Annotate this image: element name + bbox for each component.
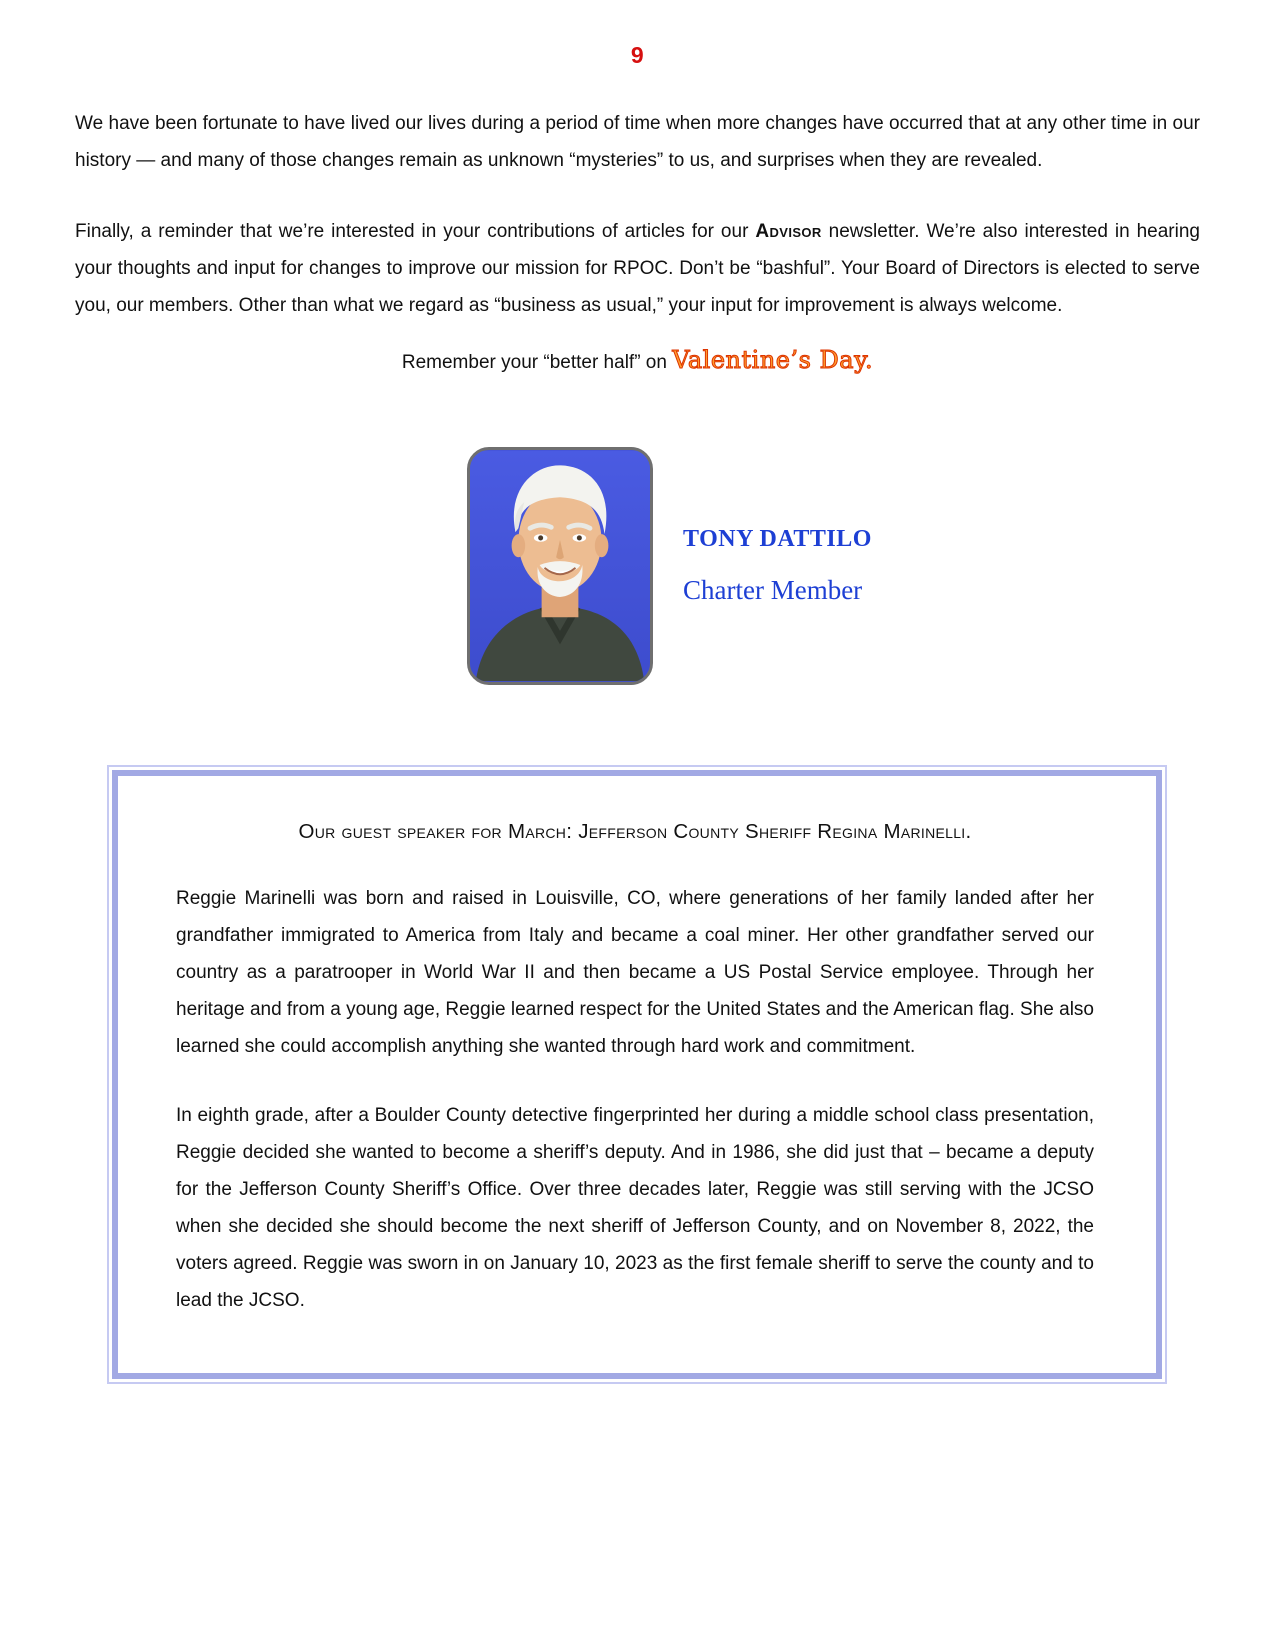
- speaker-bio-paragraph-1: Reggie Marinelli was born and raised in Louisville, CO, where generations of her family landed after her grandfather immigrated to America from Italy and became a coal miner. Her other grandfather served our country as a paratrooper in World War II and then became a US Postal Service employee. Through her heritage and from a young age, Reggie learned respect for the United States and the American flag. She also learned she could accomplish anything she wanted through hard work and commitment.: [176, 888, 1094, 1057]
- paragraph-reminder: [75, 213, 1200, 324]
- paragraph-reminder-lead: Finally, a reminder that we’re interested in your contributions of articles for our: [75, 221, 756, 242]
- valentine-reminder-line: [75, 342, 1200, 381]
- valentines-day-text: Valentine’s Day.: [672, 346, 874, 374]
- guest-speaker-box: [112, 770, 1162, 1379]
- valentine-prefix-text: Remember your “better half” on: [401, 352, 673, 373]
- advisor-wordmark: Advisor: [755, 221, 822, 242]
- guest-speaker-heading: Our guest speaker for March: Jefferson County Sheriff Regina Marinelli.: [298, 820, 972, 843]
- member-portrait-image: [470, 450, 650, 682]
- paragraph-fortunate: We have been fortunate to have lived our lives during a period of time when more changes have occurred that at any other time in our history — and many of those changes remain as unknown “mysteries” to us, and surprises when they are revealed.: [75, 113, 1200, 171]
- member-title: Charter Member: [683, 575, 863, 605]
- speaker-bio-paragraph-2: In eighth grade, after a Boulder County detective fingerprinted her during a middle school class presentation, Reggie decided she wanted to become a sheriff’s deputy. And in 1986, she did just that – became a deputy for the Jefferson County Sheriff’s Office. Over three decades later, Reggie was still serving with the JCSO when she decided she should become the next sheriff of Jefferson County, and on November 8, 2022, the voters agreed. Reggie was sworn in on January 10, 2023 as the first female sheriff to serve the county and to lead the JCSO.: [176, 1105, 1094, 1311]
- member-name: TONY DATTILO: [683, 526, 872, 552]
- paragraph-reminder-rest: newsletter. We’re also interested in hearing your thoughts and input for changes to improve our mission for RPOC. Don’t be “bashful”. Your Board of Directors is elected to serve you, our members. Other than what we regard as “business as usual,” your input for improvement is always welcome.: [75, 221, 1200, 316]
- member-section: [467, 447, 1200, 685]
- page-content: [75, 105, 1200, 1379]
- page-number: 9: [630, 42, 645, 68]
- member-photo: [467, 447, 653, 685]
- member-caption: [683, 526, 872, 606]
